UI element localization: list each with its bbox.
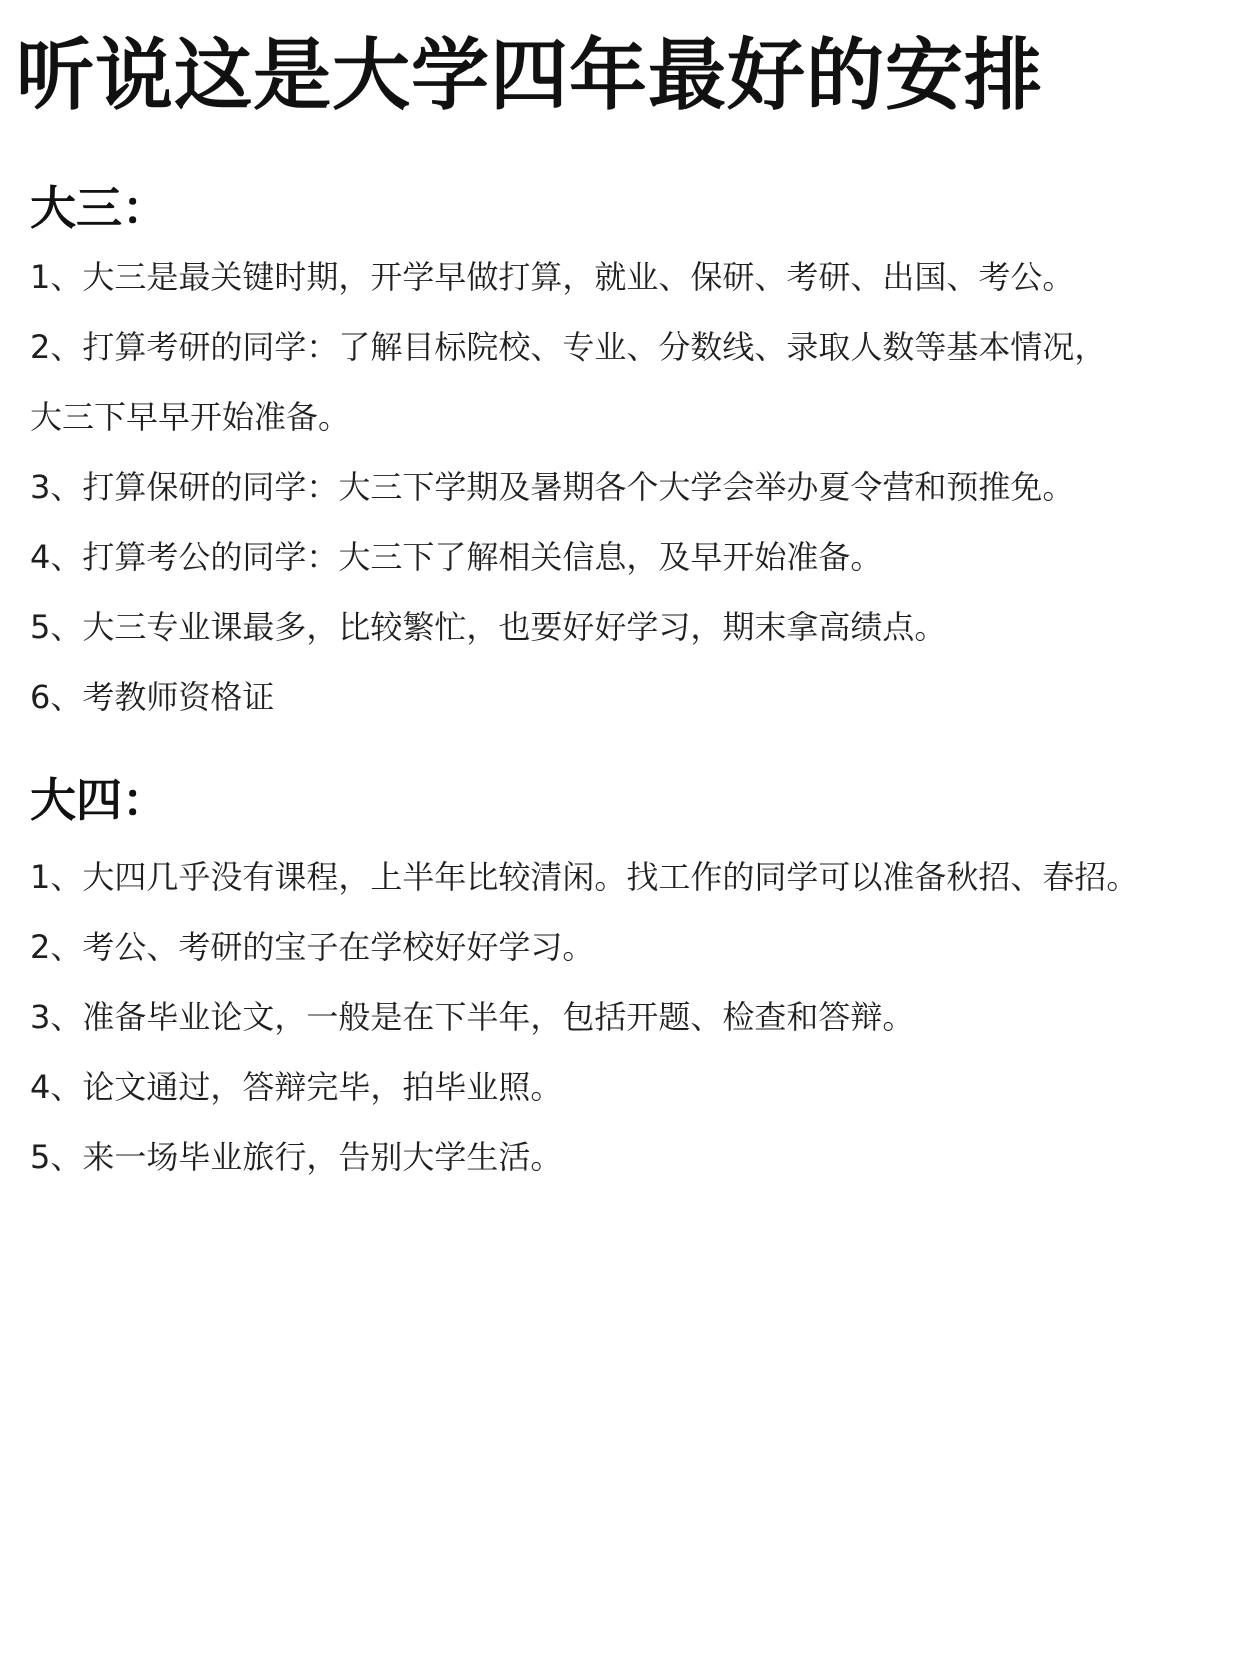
list-item: 大三下早早开始准备。 bbox=[30, 398, 351, 436]
section-senior-year bbox=[30, 770, 1230, 1192]
item-list bbox=[30, 242, 1230, 732]
list-item: 1、大四几乎没有课程，上半年比较清闲。找工作的同学可以准备秋招、春招。 bbox=[30, 858, 1139, 896]
section-junior-year bbox=[30, 178, 1230, 732]
page-title: 听说这是大学四年最好的安排 bbox=[16, 31, 1044, 121]
item-list bbox=[30, 842, 1230, 1192]
section-heading: 大四： bbox=[30, 773, 168, 827]
list-item: 2、打算考研的同学：了解目标院校、专业、分数线、录取人数等基本情况， bbox=[30, 328, 1107, 366]
list-item: 5、来一场毕业旅行，告别大学生活。 bbox=[30, 1138, 563, 1176]
list-item: 3、打算保研的同学：大三下学期及暑期各个大学会举办夏令营和预推免。 bbox=[30, 468, 1075, 506]
list-item: 2、考公、考研的宝子在学校好好学习。 bbox=[30, 928, 595, 966]
section-heading: 大三： bbox=[30, 181, 168, 235]
list-item: 5、大三专业课最多，比较繁忙，也要好好学习，期末拿高绩点。 bbox=[30, 608, 947, 646]
list-item: 4、打算考公的同学：大三下了解相关信息，及早开始准备。 bbox=[30, 538, 883, 576]
list-item: 6、考教师资格证 bbox=[30, 678, 275, 716]
list-item: 1、大三是最关键时期，开学早做打算，就业、保研、考研、出国、考公。 bbox=[30, 258, 1075, 296]
list-item: 3、准备毕业论文，一般是在下半年，包括开题、检查和答辩。 bbox=[30, 998, 915, 1036]
list-item: 4、论文通过，答辩完毕，拍毕业照。 bbox=[30, 1068, 563, 1106]
